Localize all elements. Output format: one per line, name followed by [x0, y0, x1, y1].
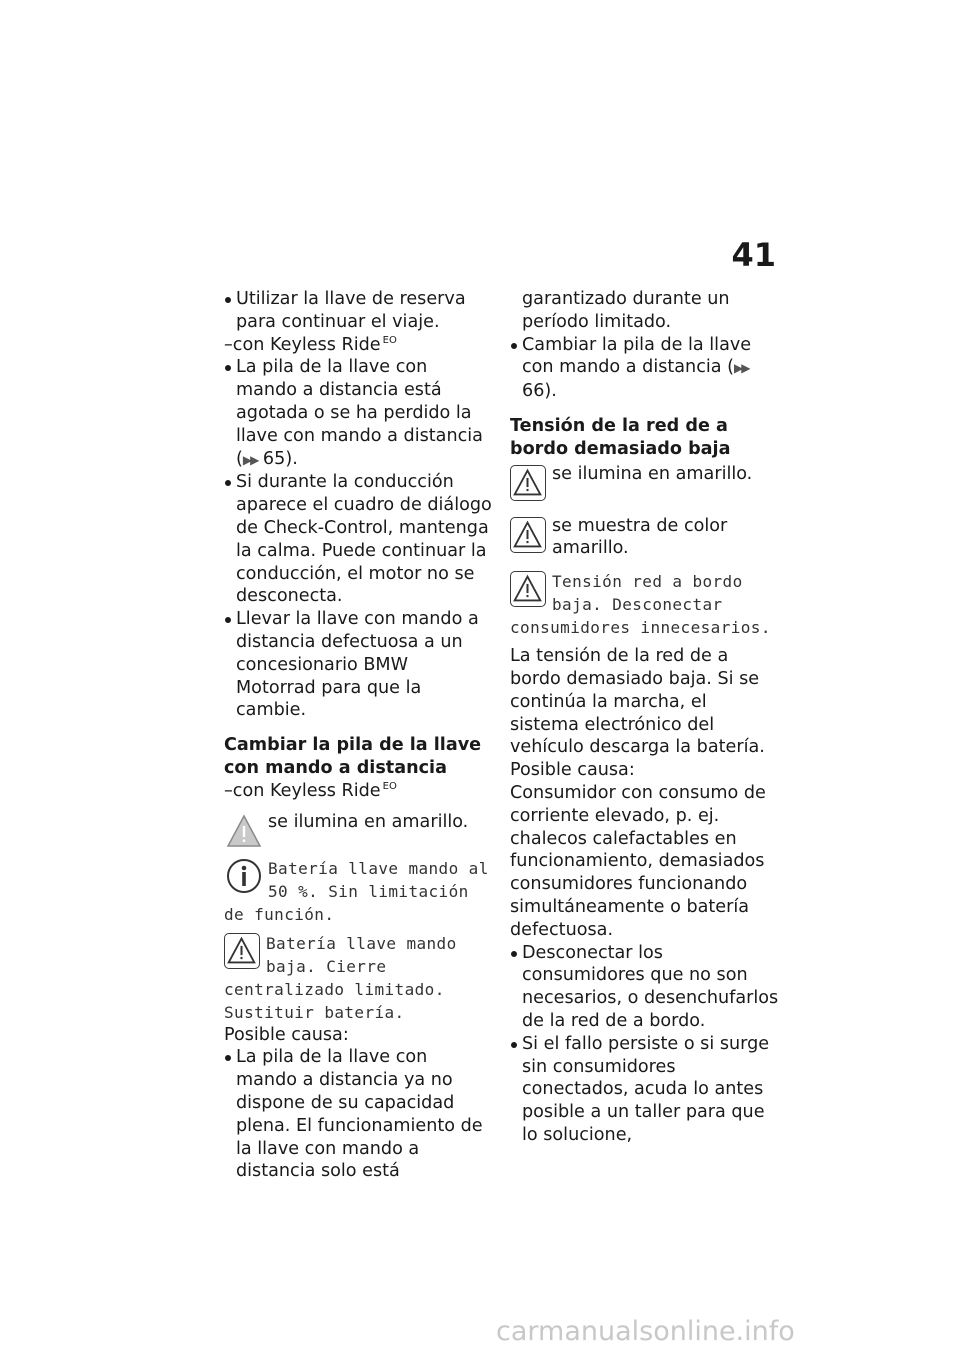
- left-column: [224, 288, 492, 1183]
- bullet-text: La pila de la llave con mando a distancia está agotada o se ha perdido la llave con mando a distancia (: [236, 357, 483, 469]
- section-heading: Tensión de la red de a bordo demasiado baja: [510, 415, 731, 459]
- arrow-reference-icon: ▶▶: [242, 452, 258, 467]
- bullet-item: Si el fallo persiste o si surge sin consumidores conectados, acuda lo antes posible a un taller para que lo solucione,: [510, 1033, 780, 1147]
- bullet-item: Desconectar los consumidores que no son necesarios, o desenchufarlos de la red de a bordo.: [510, 942, 780, 1033]
- page-number: 41: [731, 236, 776, 274]
- section-heading: Cambiar la pila de la llave con mando a distancia: [224, 735, 482, 778]
- warning-triangle-icon: [510, 571, 546, 607]
- condition-line: –con Keyless Ride $^{EO}$: [224, 780, 397, 801]
- warning-triangle-icon: [510, 465, 546, 501]
- bullet-item: Utilizar la llave de reserva para continuar el viaje.: [224, 288, 492, 334]
- display-message: [510, 570, 780, 639]
- page-reference[interactable]: 65).: [257, 448, 298, 469]
- watermark: carmanualsonline.info: [496, 1316, 795, 1347]
- bullet-item: [510, 334, 780, 403]
- warning-triangle-icon: [224, 933, 260, 969]
- indicator-text: se muestra de color amarillo.: [552, 515, 728, 559]
- cause-label: Posible causa:: [224, 1024, 349, 1045]
- message-text: Batería llave mando baja. Cierre centralizado limitado. Sustituir batería.: [224, 933, 457, 1022]
- page-reference[interactable]: 66).: [522, 381, 557, 402]
- bullet-text: Cambiar la pila de la llave con mando a distancia (: [522, 334, 752, 378]
- indicator-text: se ilumina en amarillo.: [552, 463, 753, 484]
- body-paragraph: La tensión de la red de a bordo demasiado baja. Si se continúa la marcha, el sistema electrónico del vehículo descarga la batería.: [510, 646, 765, 758]
- condition-text: con Keyless Ride: [232, 334, 381, 355]
- bullet-item: La pila de la llave con mando a distancia ya no dispone de su capacidad plena. El funcionamiento de la llave con mando a distancia solo está: [224, 1046, 492, 1183]
- warning-triangle-icon: [226, 813, 262, 849]
- condition-sup: EO: [382, 780, 397, 792]
- cause-label: Posible causa:: [510, 760, 635, 781]
- bullet-item: [224, 356, 492, 471]
- arrow-reference-icon: ▶▶: [734, 361, 749, 376]
- indicator-text: se ilumina en amarillo.: [268, 811, 469, 832]
- right-column: [510, 288, 780, 1147]
- info-icon: [226, 858, 262, 894]
- message-text: Batería llave mando al 50 %. Sin limitación de función.: [224, 858, 489, 924]
- condition-sup: EO: [382, 334, 397, 346]
- warning-triangle-icon: [510, 517, 546, 553]
- continued-text: garantizado durante un período limitado.: [522, 289, 730, 332]
- indicator-row: [510, 515, 780, 561]
- condition-text: con Keyless Ride: [232, 780, 381, 801]
- indicator-row: [510, 463, 780, 503]
- body-paragraph: Consumidor con consumo de corriente elevado, p. ej. chalecos calefactables en funcionamiento, demasiados consumidores funcionando simultáneamente o batería defectuosa.: [510, 782, 766, 940]
- display-message: [224, 932, 492, 1024]
- indicator-row: [224, 811, 492, 851]
- message-text: Tensión red a bordo baja. Desconectar consumidores innecesarios.: [510, 572, 771, 638]
- bullet-item: Llevar la llave con mando a distancia defectuosa a un concesionario BMW Motorrad para que la cambie.: [224, 608, 492, 722]
- condition-line: –con Keyless Ride $^{EO}$: [224, 334, 397, 355]
- display-message: [224, 857, 492, 926]
- bullet-item: Si durante la conducción aparece el cuadro de diálogo de Check-Control, mantenga la calma. Puede continuar la conducción, el motor no se desconecta.: [224, 471, 492, 608]
